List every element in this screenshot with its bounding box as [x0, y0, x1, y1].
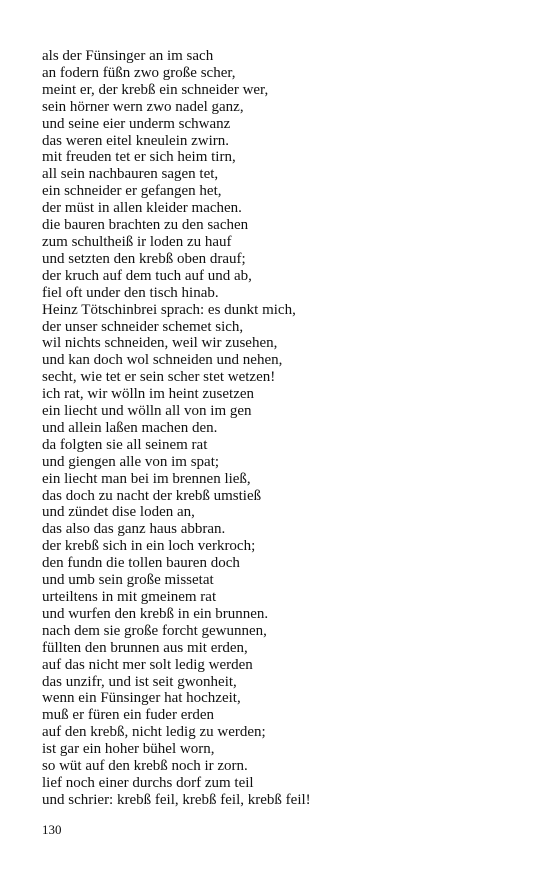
poem-line: auf das nicht mer solt ledig werden [42, 656, 253, 673]
poem-line: da folgten sie all seinem rat [42, 436, 208, 453]
poem-line: und allein laßen machen den. [42, 419, 218, 436]
poem-line: lief noch einer durchs dorf zum teil [42, 774, 254, 791]
poem-line: ist gar ein hoher bühel worn, [42, 741, 215, 758]
page-number: 130 [42, 822, 62, 837]
poem-line: sein hörner wern zwo nadel ganz, [42, 98, 244, 115]
poem-line: und wurfen den krebß in ein brunnen. [42, 605, 269, 622]
poem-line: so wüt auf den krebß noch ir zorn. [42, 758, 248, 775]
poem-line: Heinz Tötschinbrei sprach: es dunkt mich, [42, 301, 296, 318]
poem-line: und kan doch wol schneiden und nehen, [42, 352, 283, 369]
poem-line: und zündet dise loden an, [42, 504, 195, 521]
poem-line: ich rat, wir wölln im heint zusetzen [42, 386, 255, 403]
poem-line: der unser schneider schemet sich, [42, 318, 244, 335]
poem-line: zum schultheiß ir loden zu hauf [42, 233, 232, 250]
poem-line: und umb sein große missetat [42, 572, 214, 589]
poem-line: das unzifr, und ist seit gwonheit, [42, 673, 237, 690]
poem-line: secht, wie tet er sein scher stet wetzen! [42, 369, 276, 386]
poem-line: als der Fünsinger an im sach [42, 48, 214, 64]
poem-line: die bauren brachten zu den sachen [42, 217, 249, 234]
poem-line: das doch zu nacht der krebß umstieß [42, 487, 262, 504]
poem-line: ein liecht man bei im brennen ließ, [42, 470, 251, 487]
poem-line: an fodern füßn zwo große scher, [42, 64, 236, 81]
poem-line: muß er füren ein fuder erden [42, 707, 215, 724]
poem-line: der kruch auf dem tuch auf und ab, [42, 267, 252, 284]
poem-line: auf den krebß, nicht ledig zu werden; [42, 724, 266, 741]
poem-line: und giengen alle von im spat; [42, 453, 220, 470]
poem-line: das also das ganz haus abbran. [42, 521, 226, 538]
poem-line: fiel oft under den tisch hinab. [42, 284, 219, 301]
poem-line: der müst in allen kleider machen. [42, 200, 242, 217]
poem-line: ein schneider er gefangen het, [42, 183, 222, 200]
poem-line: wil nichts schneiden, weil wir zusehen, [42, 335, 278, 352]
poem-line: das weren eitel kneulein zwirn. [42, 132, 230, 149]
poem-line: nach dem sie große forcht gewunnen, [42, 622, 267, 639]
poem-line: den fundn die tollen bauren doch [42, 555, 240, 572]
poem-line: und schrier: krebß feil, krebß feil, krebß feil! [42, 791, 311, 808]
poem-line: füllten den brunnen aus mit erden, [42, 639, 248, 656]
poem-line: mit freuden tet er sich heim tirn, [42, 149, 236, 166]
poem-line: ein liecht und wölln all von im gen [42, 403, 252, 420]
poem-line: und setzten den krebß oben drauf; [42, 250, 246, 267]
poem-line: und seine eier underm schwanz [42, 115, 231, 132]
poem-line: all sein nachbauren sagen tet, [42, 166, 219, 183]
poem-line: meint er, der krebß ein schneider wer, [42, 81, 269, 98]
poem-line: wenn ein Fünsinger hat hochzeit, [42, 690, 241, 707]
poem-text [42, 48, 311, 809]
poem-line: urteiltens in mit gmeinem rat [42, 589, 217, 605]
poem-line: der krebß sich in ein loch verkroch; [42, 538, 256, 555]
